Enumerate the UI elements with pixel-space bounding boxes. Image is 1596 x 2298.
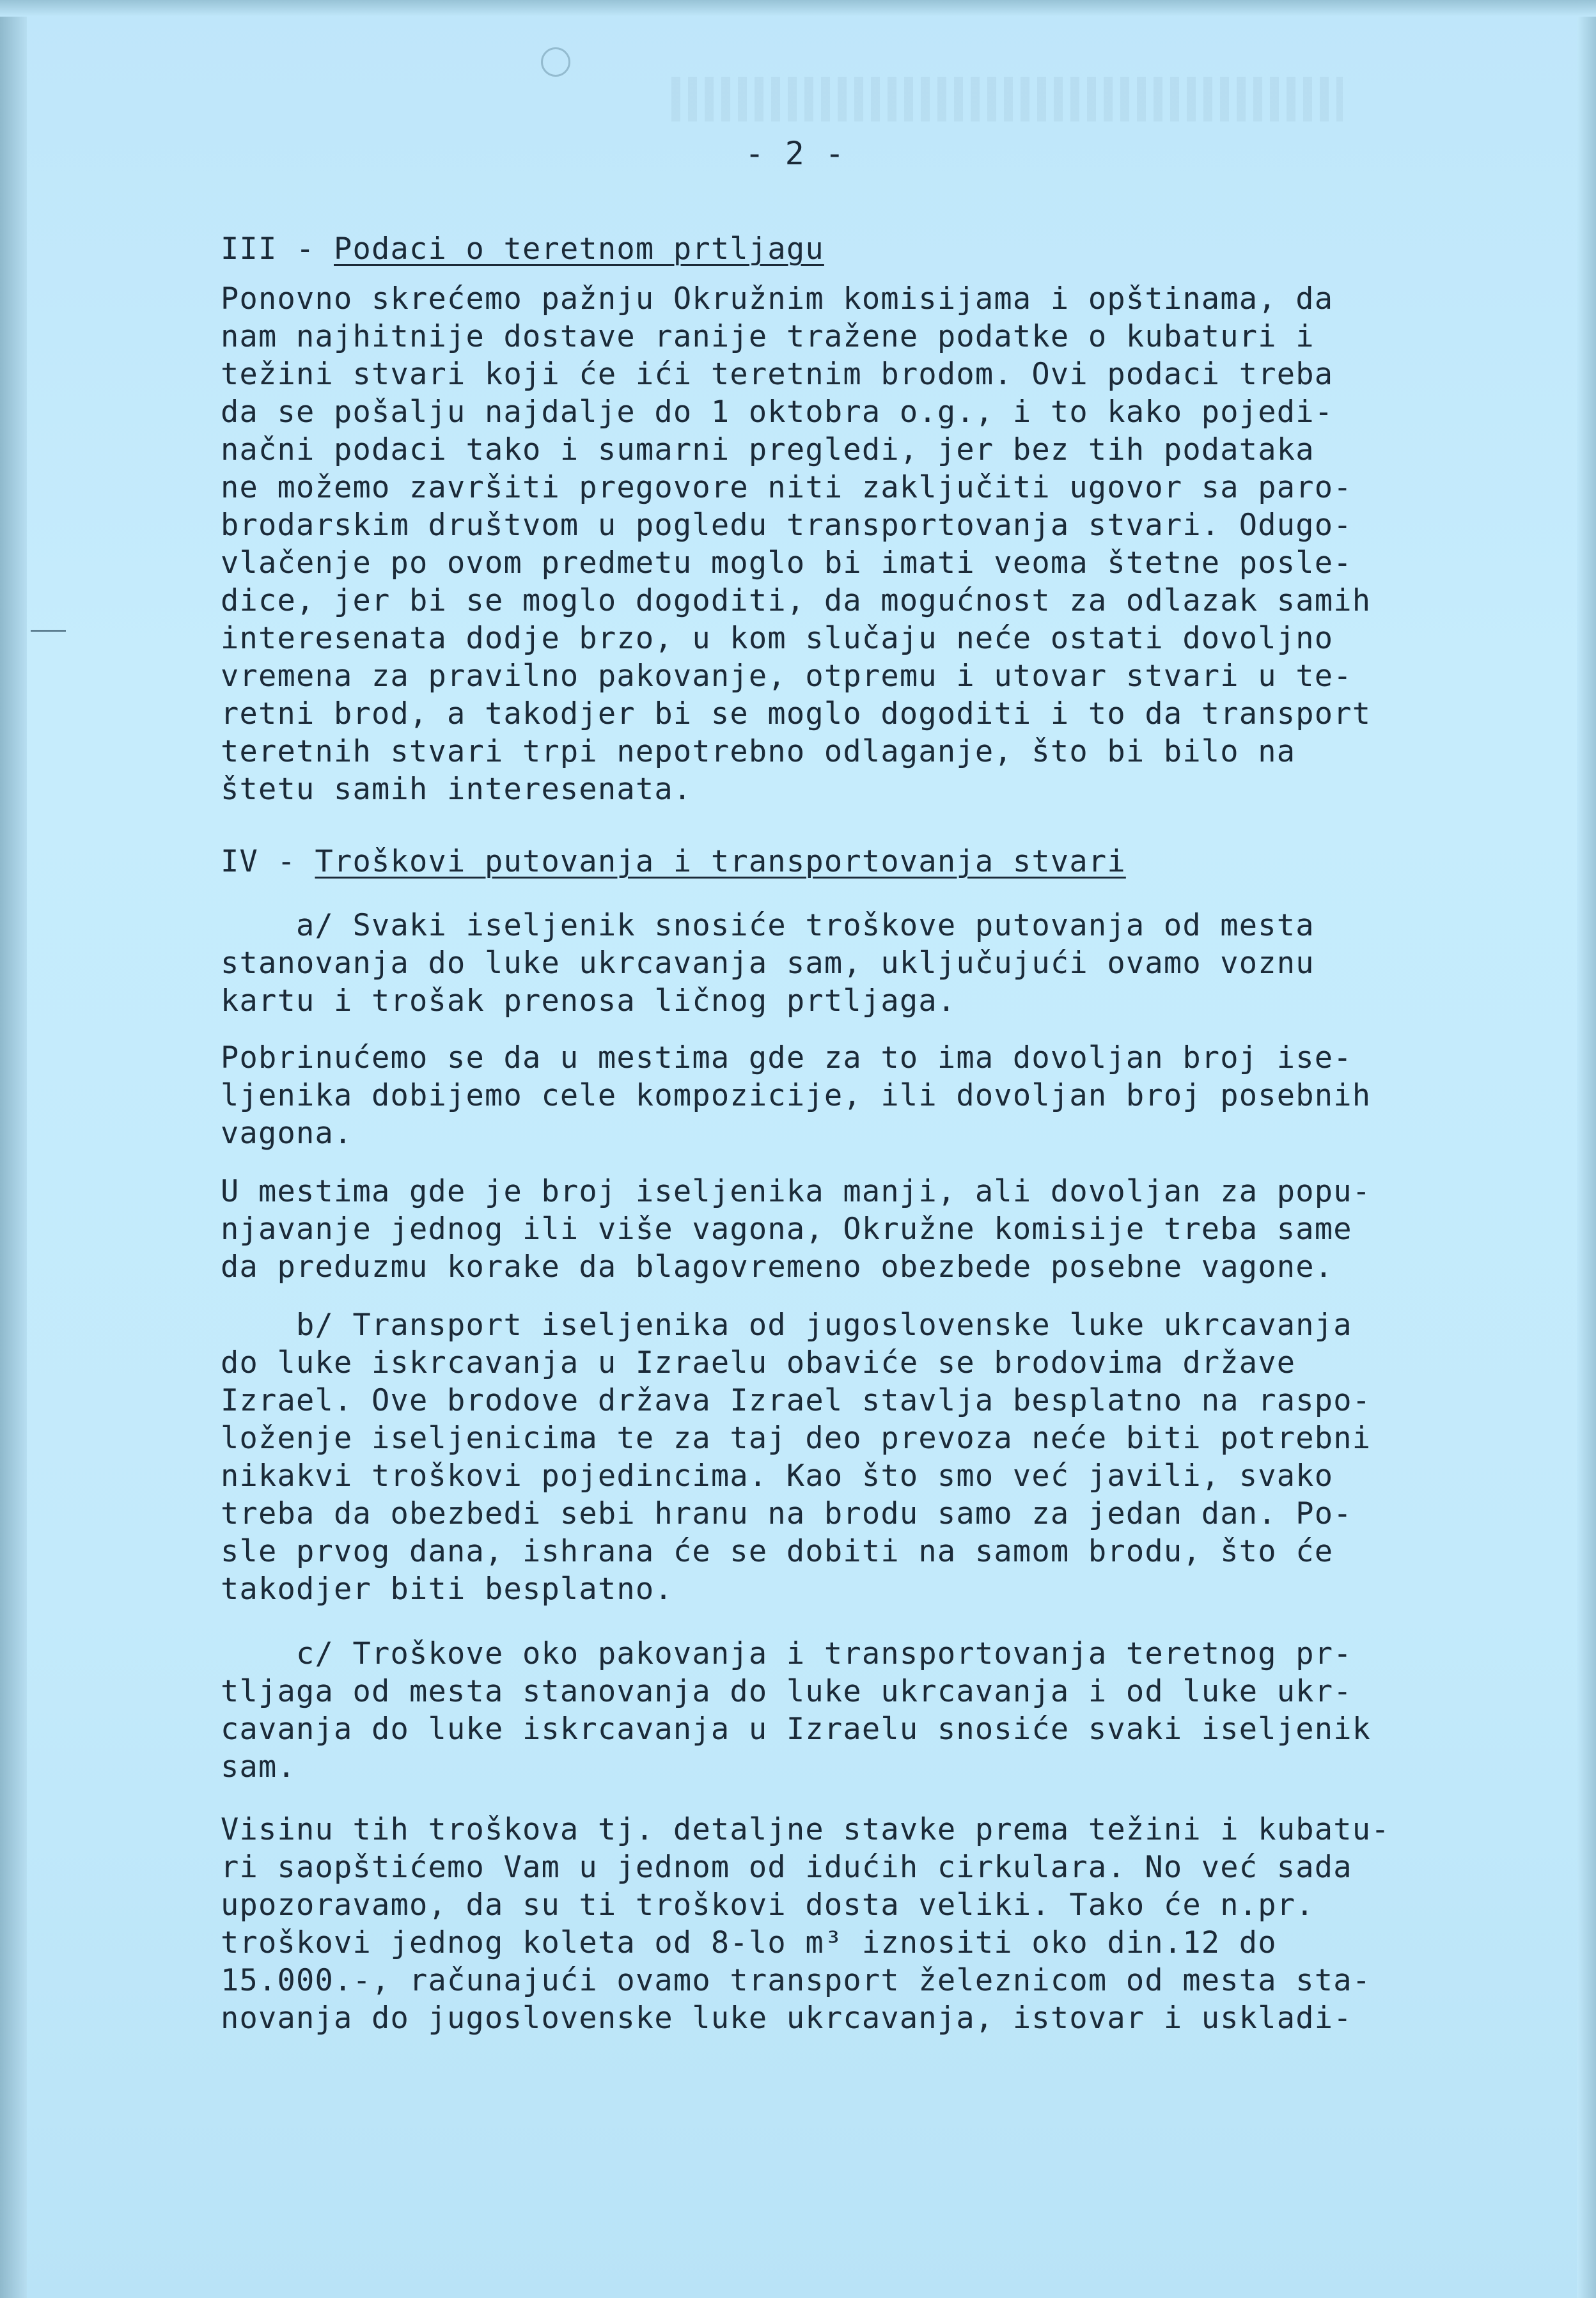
text-line: dice, jer bi se moglo dogoditi, da mogućnost za odlazak samih — [221, 583, 1372, 618]
text-line: cavanja do luke iskrcavanja u Izraelu snosiće svaki iseljenik — [221, 1712, 1372, 1747]
text-line: novanja do jugoslovenske luke ukrcavanja, istovar i uskladi- — [221, 2001, 1352, 2036]
text-line: brodarskim društvom u pogledu transportovanja stvari. Odugo- — [221, 508, 1352, 543]
text-line: kartu i trošak prenosa ličnog prtljaga. — [221, 983, 957, 1019]
text-line: vremena za pravilno pakovanje, otpremu i utovar stvari u te- — [221, 659, 1352, 694]
text-line: upozoravamo, da su ti troškovi dosta veliki. Tako će n.pr. — [221, 1888, 1315, 1923]
text-line: teretnih stvari trpi nepotrebno odlaganje, što bi bilo na — [221, 734, 1296, 769]
text-line: ne možemo završiti pregovore niti zaključiti ugovor sa paro- — [221, 470, 1352, 505]
section-iii-heading — [221, 230, 824, 269]
text-line: štetu samih interesenata. — [221, 772, 692, 807]
section-iv-heading — [221, 843, 1126, 881]
text-line: načni podaci tako i sumarni pregledi, jer bez tih podataka — [221, 432, 1315, 467]
text-line: treba da obezbedi sebi hranu na brodu samo za jedan dan. Po- — [221, 1496, 1352, 1531]
text-line: sam. — [221, 1749, 296, 1785]
text-line: U mestima gde je broj iseljenika manji, ali dovoljan za popu- — [221, 1174, 1372, 1209]
scan-edge-left — [0, 0, 27, 2298]
text-line: Visinu tih troškova tj. detaljne stavke prema težini i kubatu- — [221, 1812, 1390, 1847]
page-number: - 2 - — [745, 135, 845, 172]
text-line: tljaga od mesta stanovanja do luke ukrcavanja i od luke ukr- — [221, 1674, 1352, 1709]
section-iv-heading-title: Troškovi putovanja i transportovanja stvari — [315, 844, 1126, 879]
text-line: da preduzmu korake da blagovremeno obezbede posebne vagone. — [221, 1249, 1334, 1285]
scan-edge-top — [0, 0, 1596, 17]
text-line: interesenata dodje brzo, u kom slučaju neće ostati dovoljno — [221, 621, 1334, 656]
scan-edge-right — [1577, 0, 1596, 2298]
section-iv-heading-prefix: IV - — [221, 844, 315, 879]
text-line: nam najhitnije dostave ranije tražene podatke o kubaturi i — [221, 319, 1315, 354]
text-line: 15.000.-, računajući ovamo transport železnicom od mesta sta- — [221, 1963, 1372, 1998]
text-line: da se pošalju najdalje do 1 oktobra o.g., i to kako pojedi- — [221, 395, 1334, 430]
text-line: vlačenje po ovom predmetu moglo bi imati veoma štetne posle- — [221, 545, 1352, 581]
text-line: nikakvi troškovi pojedincima. Kao što smo već javili, svako — [221, 1458, 1334, 1494]
section-iii-heading-title: Podaci o teretnom prtljagu — [333, 231, 824, 267]
text-line: takodjer biti besplatno. — [221, 1572, 673, 1607]
punch-hole-mark — [541, 47, 570, 77]
section-iii-heading-prefix: III - — [221, 231, 334, 267]
text-line: Pobrinućemo se da u mestima gde za to ima dovoljan broj ise- — [221, 1040, 1352, 1075]
text-line: a/ Svaki iseljenik snosiće troškove putovanja od mesta — [221, 908, 1315, 943]
text-line: Ponovno skrećemo pažnju Okružnim komisijama i opštinama, da — [221, 281, 1334, 317]
text-line: troškovi jednog koleta od 8-lo m³ iznositi oko din.12 do — [221, 1925, 1277, 1960]
text-line: vagona. — [221, 1116, 353, 1151]
text-line: c/ Troškove oko pakovanja i transportovanja teretnog pr- — [221, 1636, 1352, 1671]
text-line: ri saopštićemo Vam u jednom od idućih cirkulara. No već sada — [221, 1850, 1352, 1885]
text-line: Izrael. Ove brodove država Izrael stavlja besplatno na raspo- — [221, 1383, 1372, 1418]
text-line: ljenika dobijemo cele kompozicije, ili dovoljan broj posebnih — [221, 1078, 1372, 1113]
text-line: do luke iskrcavanja u Izraelu obaviće se brodovima države — [221, 1345, 1296, 1380]
text-line: loženje iseljenicima te za taj deo prevoza neće biti potrebni — [221, 1421, 1372, 1456]
bleed-through-smudge — [671, 77, 1343, 121]
text-line: stanovanja do luke ukrcavanja sam, uključujući ovamo voznu — [221, 946, 1315, 981]
margin-dash-mark — [31, 630, 66, 632]
text-line: b/ Transport iseljenika od jugoslovenske luke ukrcavanja — [221, 1308, 1352, 1343]
text-line: njavanje jednog ili više vagona, Okružne komisije treba same — [221, 1212, 1352, 1247]
text-line: retni brod, a takodjer bi se moglo dogoditi i to da transport — [221, 696, 1372, 731]
text-line: težini stvari koji će ići teretnim brodom. Ovi podaci treba — [221, 357, 1334, 392]
text-line: sle prvog dana, ishrana će se dobiti na samom brodu, što će — [221, 1534, 1334, 1569]
